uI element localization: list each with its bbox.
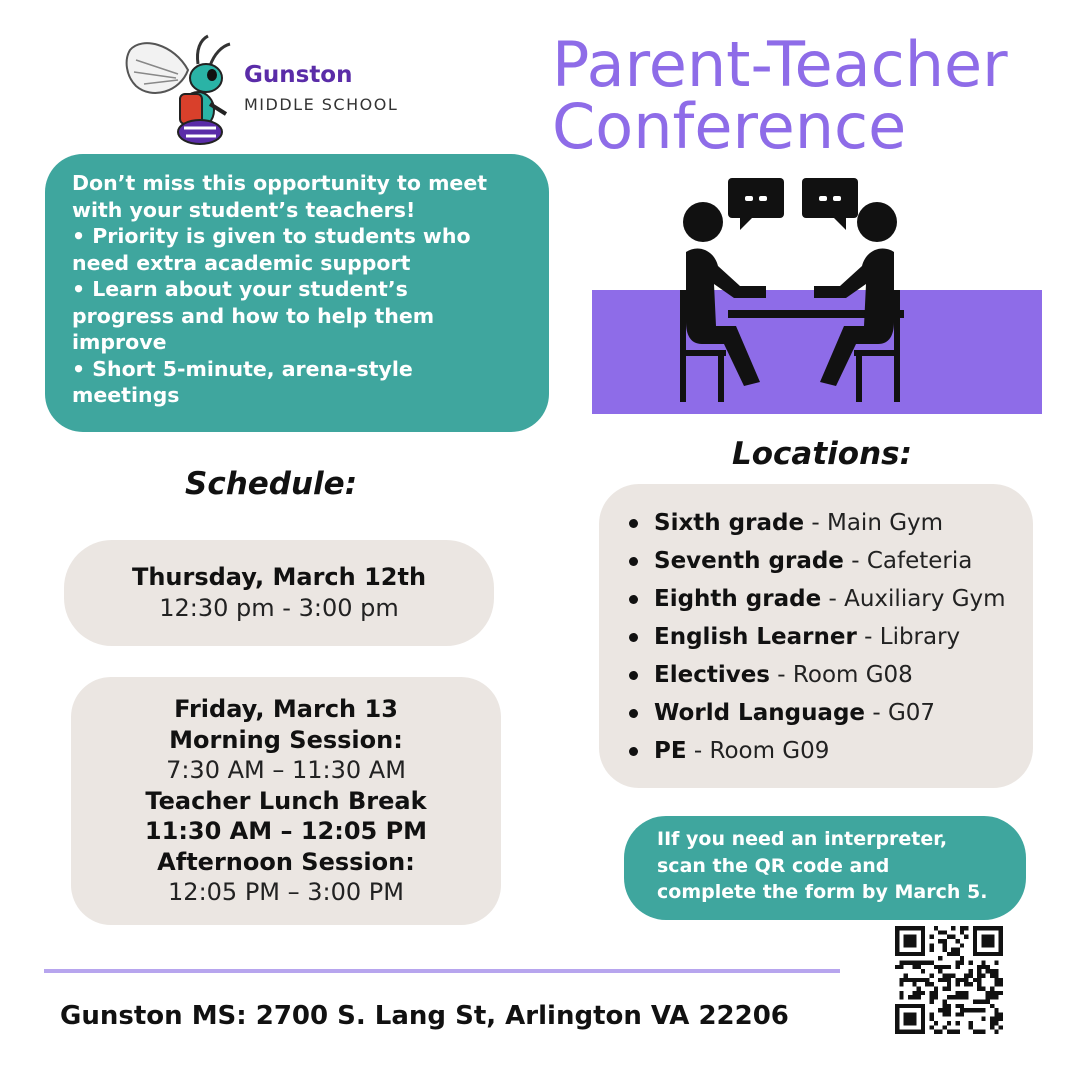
location-item [627,732,1033,770]
intro-line: • Learn about your student’s [72,277,408,301]
locations-heading: Locations: [732,436,913,472]
location-item [627,618,1033,656]
location-place: - Room G08 [770,662,913,688]
location-group: Sixth grade [654,510,805,536]
thursday-date: Thursday, March 12th [131,563,427,591]
location-place: - Room G09 [686,738,830,764]
page-title [552,28,1072,163]
title-line-1: Parent-Teacher [552,28,1008,101]
locations-list [627,504,1033,770]
location-place: - Cafeteria [843,548,973,574]
lunch-break-label: Teacher Lunch Break [145,786,427,815]
intro-line: • Short 5-minute, arena-style [72,356,413,381]
location-group: World Language [654,700,866,726]
hornet-mascot-icon [122,30,237,148]
lunch-break-time: 11:30 AM – 12:05 PM [144,817,428,845]
interpreter-line: complete the form by March 5. [657,881,988,903]
interpreter-callout [624,816,1026,920]
location-place: - Auxiliary Gym [821,586,1006,612]
location-item [627,542,1033,580]
afternoon-session-label: Afternoon Session: [157,847,415,876]
intro-line: need extra academic support [72,250,411,275]
location-group: English Learner [654,624,857,650]
interpreter-line: scan the QR code and [657,854,890,877]
location-group: Seventh grade [654,548,844,574]
schedule-thursday-card [64,540,494,646]
interpreter-line: IIf you need an interpreter, [657,828,948,850]
location-group: PE [654,738,687,764]
thursday-time: 12:30 pm - 3:00 pm [159,593,399,622]
locations-card [599,484,1033,788]
friday-date: Friday, March 13 [174,695,398,723]
intro-line: with your student’s teachers! [72,197,416,222]
school-type: MIDDLE SCHOOL [244,95,399,114]
intro-line: progress and how to help them [72,303,435,328]
conference-meeting-icon [590,176,1042,416]
footer-divider [44,969,840,973]
intro-line: Don’t miss this opportunity to meet [72,171,488,195]
location-item [627,694,1033,732]
schedule-heading: Schedule: [185,466,358,502]
location-place: - Library [856,624,961,650]
location-group: Eighth grade [654,586,822,612]
location-place: - Main Gym [804,510,944,536]
title-line-2: Conference [552,90,907,163]
intro-line: improve [72,330,167,354]
intro-line: • Priority is given to students who [72,224,471,248]
school-address: Gunston MS: 2700 S. Lang St, Arlington VA 22206 [60,1001,789,1031]
location-item [627,656,1033,694]
location-item [627,504,1033,542]
morning-session-label: Morning Session: [169,725,403,754]
location-place: - G07 [865,700,936,726]
location-group: Electives [654,662,770,688]
school-name: Gunston [244,62,353,88]
qr-code-icon[interactable] [894,926,1004,1034]
schedule-friday-card [71,677,501,925]
afternoon-session-time: 12:05 PM – 3:00 PM [168,878,404,906]
morning-session-time: 7:30 AM – 11:30 AM [166,756,406,784]
intro-callout [45,154,549,432]
intro-line: meetings [72,383,180,407]
location-item [627,580,1033,618]
